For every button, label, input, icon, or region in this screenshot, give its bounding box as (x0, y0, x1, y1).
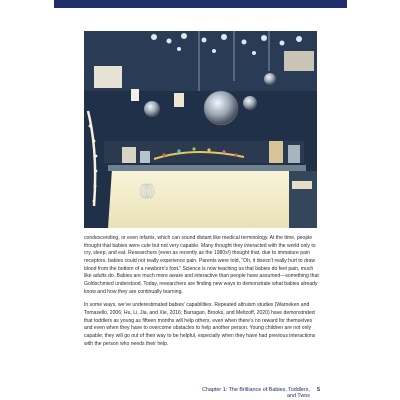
running-head: Chapter 1: The Brilliance of Babies, Toddlers, and Twos (202, 387, 310, 399)
header-color-band (54, 0, 347, 8)
paragraph: condescending, or even infants, which can sound distant like medical terminology. At the time, people thought that babies were cute but not very capable. Many thought they interacted with the world only to cry, sleep, and eat. Researchers (even as recently as the 1980s!) thought that, due to immature pain receptors, babies could not really experience pain. Parents were told, “Oh, it doesn’t really hurt to draw blood from the bottom of a newborn’s foot.” Science is now teaching us that babies do feel pain, much like adults do. Babies are much more aware and interactive than people have assumed—something that Goldschmied understood. Today, researchers are finding new ways to demonstrate what babies already know and how they are continually learning. (84, 235, 319, 295)
page-number: 5 (317, 387, 320, 393)
classroom-photo (84, 31, 317, 228)
body-text (84, 235, 322, 355)
paragraph: In some ways, we’ve underestimated babies’ capabilities. Repeated altruism studies (Warneken and Tomasello, 2006; Hu, Li, Jia, and Xie, 2016; Barragan, Brooks, and Meltzoff, 2020) have demonstrated that toddlers as young as fifteen months will help others, even when there’s no reward for themselves and even when they have to overcome obstacles to help another person. Young children are not only capable; they will go out of their way to be helpful, especially when they have had previous interactions with the person who needs their help. (84, 302, 316, 347)
page-footer (200, 387, 320, 399)
